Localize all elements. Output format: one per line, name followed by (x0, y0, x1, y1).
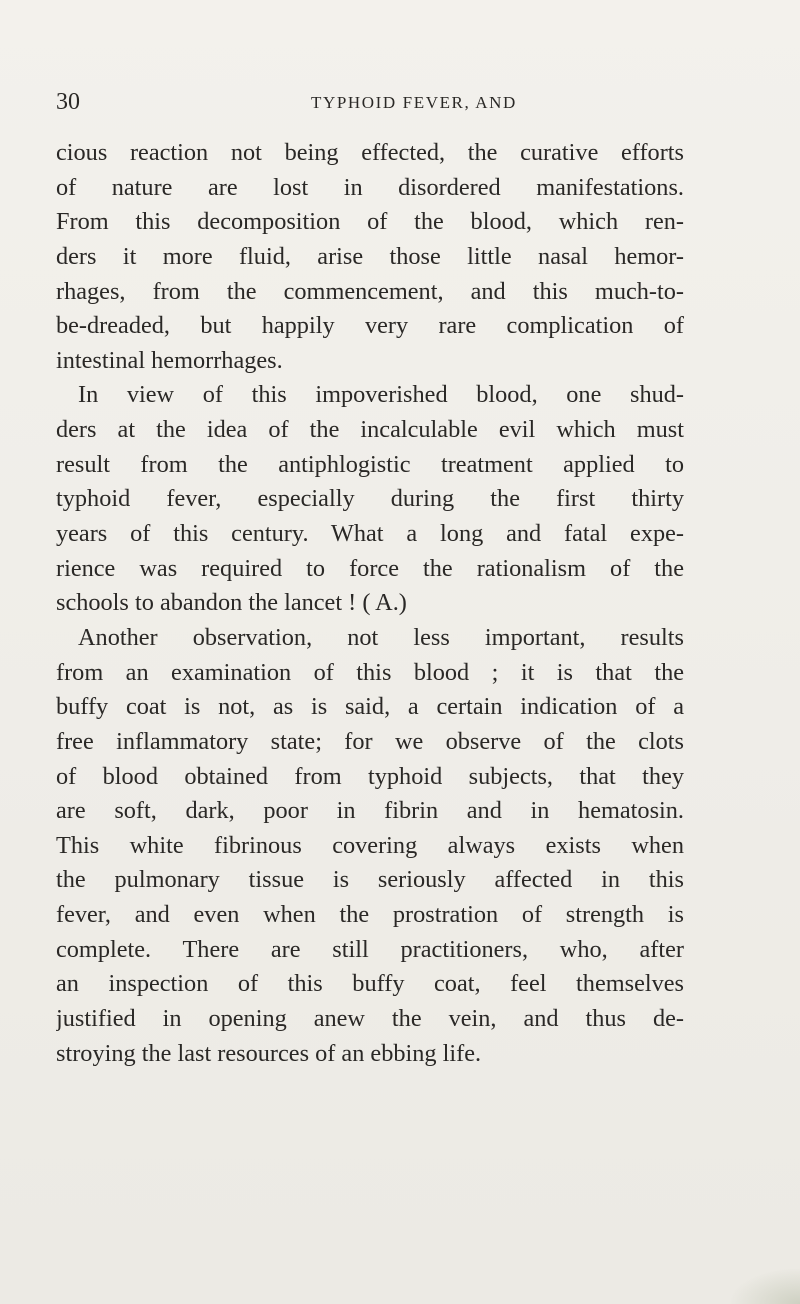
text-line: the pulmonary tissue is seriously affected in this (56, 866, 684, 894)
text-line: justified in opening anew the vein, and thus de- (56, 1005, 684, 1033)
text-line: typhoid fever, especially during the first thirty (56, 485, 684, 513)
text-line: ders it more fluid, arise those little nasal hemor- (56, 242, 684, 270)
text-line: Another observation, not less important, results (78, 623, 684, 651)
text-line: In view of this impoverished blood, one shud- (78, 381, 684, 409)
text-line: result from the antiphlogistic treatment applied to (56, 450, 684, 478)
text-line: From this decomposition of the blood, which ren- (56, 208, 684, 236)
text-line: rhages, from the commencement, and this much-to- (56, 277, 684, 305)
text-line: cious reaction not being effected, the curative efforts (56, 139, 684, 166)
text-line: are soft, dark, poor in fibrin and in hematosin. (56, 797, 684, 825)
text-line: intestinal hemorrhages. (56, 346, 283, 374)
text-line: years of this century. What a long and fatal expe- (56, 520, 684, 548)
page-number: 30 (56, 89, 80, 115)
text-line: rience was required to force the rationalism of the (56, 554, 684, 582)
text-line: buffy coat is not, as is said, a certain indication of a (56, 693, 684, 721)
text-line: free inflammatory state; for we observe of the clots (56, 727, 684, 755)
text-line: from an examination of this blood ; it is that the (56, 658, 684, 686)
body-text (56, 136, 684, 1071)
text-line: of nature are lost in disordered manifestations. (56, 173, 684, 201)
text-line: fever, and even when the prostration of strength is (56, 901, 684, 929)
page-header (56, 88, 740, 116)
text-line: ders at the idea of the incalculable evil which must (56, 416, 684, 444)
scan-discoloration (730, 1268, 800, 1304)
text-line: stroying the last resources of an ebbing life. (56, 1039, 482, 1067)
text-line: be-dreaded, but happily very rare complication of (56, 312, 684, 340)
text-line: schools to abandon the lancet ! ( A.) (56, 589, 407, 617)
text-line: an inspection of this buffy coat, feel themselves (56, 970, 684, 998)
running-head: TYPHOID FEVER, AND (311, 93, 517, 112)
text-line: of blood obtained from typhoid subjects, that they (56, 762, 684, 790)
text-line: This white fibrinous covering always exists when (56, 831, 684, 859)
text-line: complete. There are still practitioners, who, after (56, 935, 684, 963)
